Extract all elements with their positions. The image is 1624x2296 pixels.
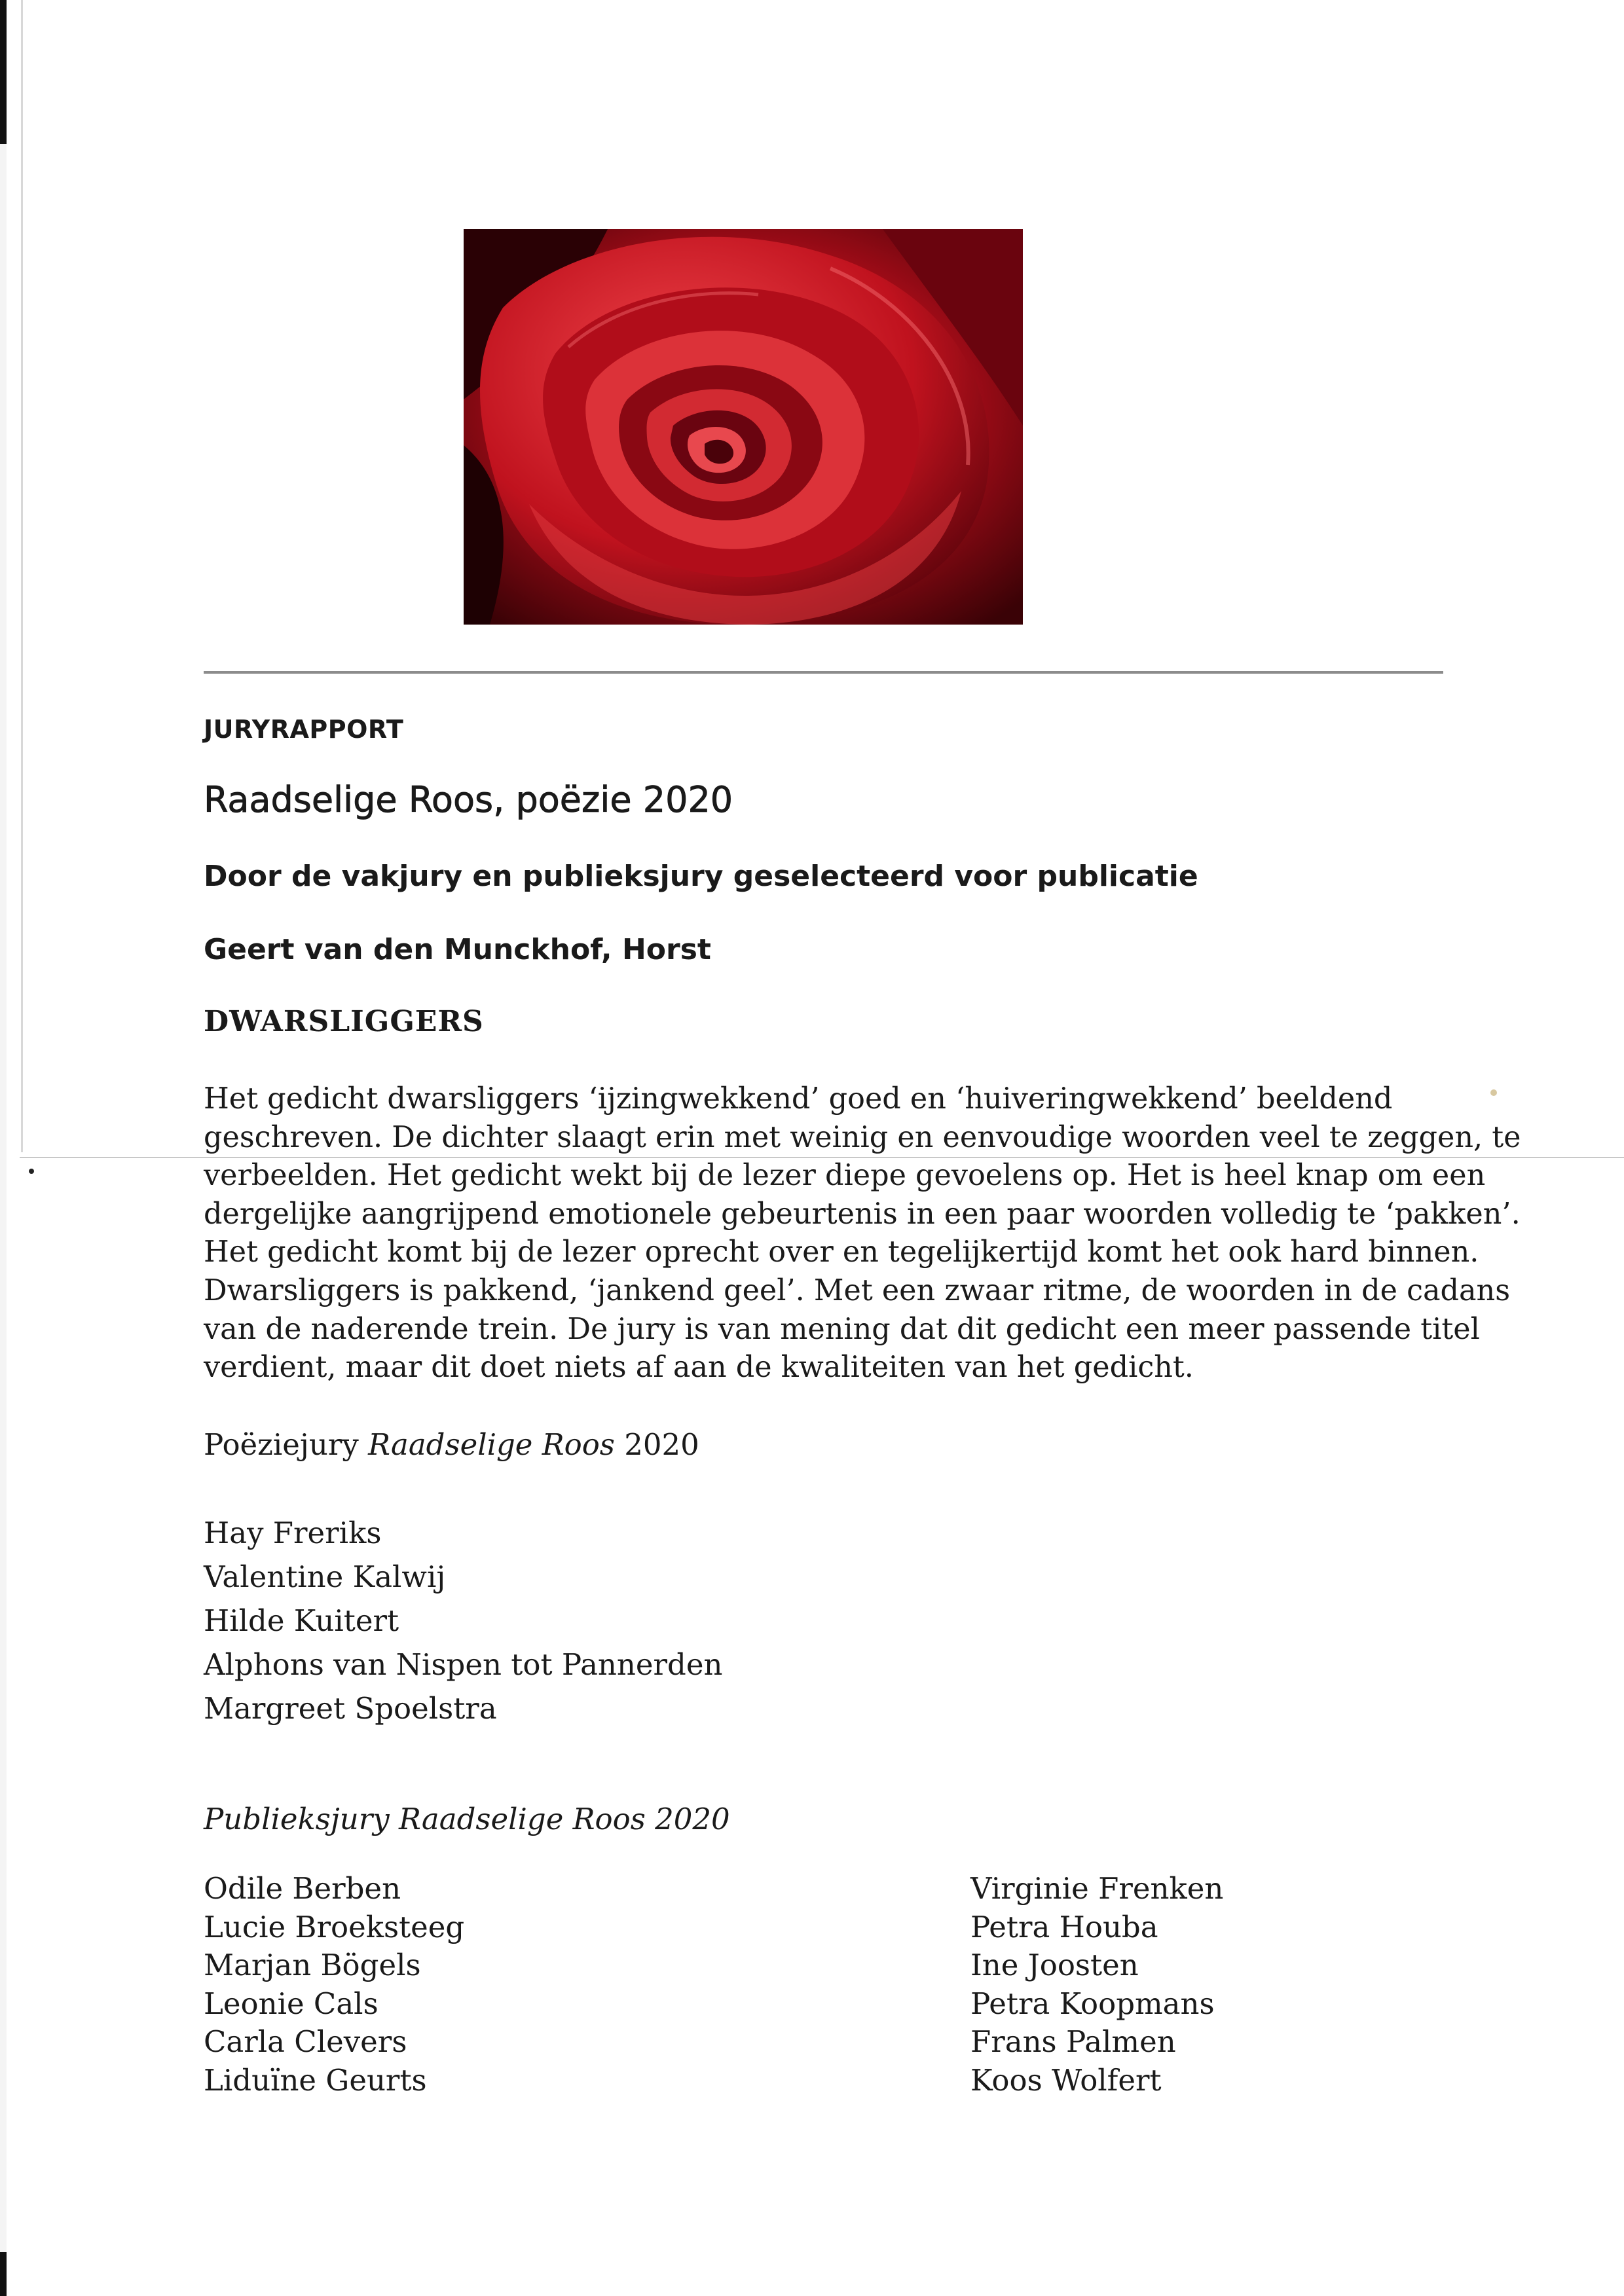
scan-edge-left [0, 0, 7, 2296]
jury-heading-suffix: 2020 [614, 1427, 699, 1462]
jury-heading [204, 1427, 699, 1462]
page-title: Raadselige Roos, poëzie 2020 [204, 779, 733, 820]
page-subtitle: Door de vakjury en publieksjury geselecteerd voor publicatie [204, 860, 1198, 893]
public-jury-member: Liduïne Geurts [204, 2062, 427, 2098]
jury-heading-italic: Raadselige Roos [368, 1427, 615, 1462]
poem-title: DWARSLIGGERS [204, 1005, 484, 1038]
report-line: Het gedicht dwarsliggers ‘ijzingwekkend’ goed en ‘huiveringwekkend’ beeldend [204, 1082, 1393, 1116]
public-jury-member: Petra Houba [970, 1909, 1158, 1944]
public-jury-member: Virginie Frenken [970, 1871, 1224, 1906]
report-line: dergelijke aangrijpend emotionele gebeurtenis in een paar woorden volledig te ‘pakken’. [204, 1197, 1521, 1231]
report-label: JURYRAPPORT [204, 715, 404, 744]
horizontal-rule [204, 671, 1443, 674]
public-jury-member: Odile Berben [204, 1871, 401, 1906]
report-line: geschreven. De dichter slaagt erin met weinig en eenvoudige woorden veel te zeggen, te [204, 1120, 1521, 1154]
public-jury-member: Frans Palmen [970, 2024, 1176, 2060]
jury-member: Hay Freriks [204, 1516, 382, 1550]
public-jury-list-right [970, 1870, 1223, 2100]
public-jury-member: Carla Clevers [204, 2024, 407, 2060]
public-jury-member: Leonie Cals [204, 1986, 378, 2021]
public-jury-member: Koos Wolfert [970, 2062, 1162, 2098]
rose-photo [464, 229, 1023, 625]
report-line: verbeelden. Het gedicht wekt bij de lezer diepe gevoelens op. Het is heel knap om een [204, 1159, 1486, 1193]
report-line: Dwarsliggers is pakkend, ‘jankend geel’. Met een zwaar ritme, de woorden in de cadans [204, 1273, 1511, 1307]
jury-report-text [204, 1080, 1521, 1387]
report-line: van de naderende trein. De jury is van mening dat dit gedicht een meer passende titel [204, 1312, 1480, 1346]
jury-member: Alphons van Nispen tot Pannerden [204, 1647, 723, 1682]
report-line: verdient, maar dit doet niets af aan de kwaliteiten van het gedicht. [204, 1351, 1194, 1385]
poem-author: Geert van den Munckhof, Horst [204, 933, 711, 966]
jury-member: Margreet Spoelstra [204, 1691, 497, 1726]
public-jury-member: Marjan Bögels [204, 1948, 421, 1983]
public-jury-member: Petra Koopmans [970, 1986, 1215, 2021]
report-line: Het gedicht komt bij de lezer oprecht over en tegelijkertijd komt het ook hard binnen. [204, 1235, 1479, 1269]
public-jury-member: Ine Joosten [970, 1948, 1139, 1983]
jury-heading-prefix: Poëziejury [204, 1427, 369, 1462]
public-jury-heading: Publieksjury Raadselige Roos 2020 [204, 1802, 730, 1836]
scan-speck [1490, 1089, 1497, 1096]
scan-edge-line [21, 0, 23, 1152]
public-jury-member: Lucie Broeksteeg [204, 1909, 465, 1944]
jury-member: Valentine Kalwij [204, 1559, 446, 1594]
scan-speck [29, 1169, 34, 1174]
jury-member-list [204, 1511, 722, 1730]
jury-member: Hilde Kuitert [204, 1603, 399, 1638]
public-jury-list-left [204, 1870, 464, 2100]
